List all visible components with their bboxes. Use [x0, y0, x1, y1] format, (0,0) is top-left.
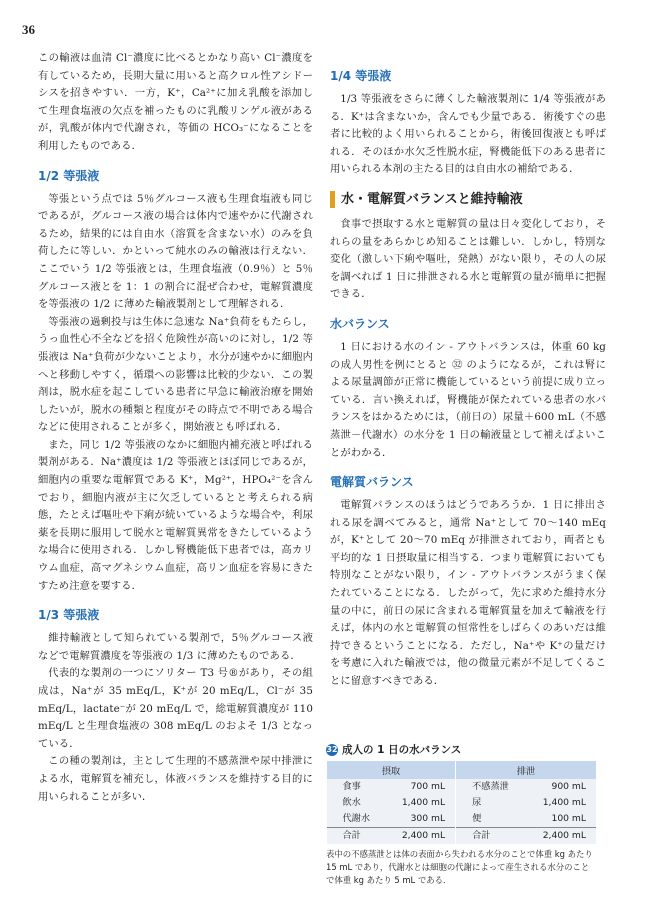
header-output: 排泄 [456, 761, 596, 779]
output-total-label: 合計 [456, 828, 526, 845]
intake-value: 300 mL [410, 813, 446, 824]
output-label: 不感蒸泄 [456, 779, 526, 795]
header-intake: 摂取 [327, 761, 456, 779]
table-title-text: 成人の 1 日の水バランス [342, 744, 462, 756]
paragraph-half-3: また，同じ 1/2 等張液のなかに細胞内補充液と呼ばれる製剤がある．Na⁺濃度は 1/2 等張液とほぼ同じであるが，細胞内の重要な電解質である K⁺，Mg²⁺，HPO₄²⁻を含んでおり，細胞内液が主に欠乏しているとと考えられる病態，たとえば嘔吐や下痢が続いているような場合や，利尿薬を長期に服用して脱水と電解質異常をきたしているような場合に使用される．しかし腎機能低下患者では，高カリウム血症，高マグネシウム血症，高リン血症を容易にきたすため注意を要する． [38, 438, 313, 592]
table-row [327, 811, 597, 828]
intake-label: 代謝水 [342, 813, 371, 824]
output-value: 900 mL [551, 781, 586, 792]
heading-water-balance: 水バランス [330, 316, 390, 331]
intake-value: 700 mL [410, 781, 446, 792]
paragraph-section: 食事で摂取する水と電解質の量は日々変化しており，それらの量をあらかじめ知ることは難しい．しかし，特別な変化（激しい下痢や嘔吐，発熱）がない限り，その人の尿を調べれば 1 日に排泄される水と電解質の量が簡単に把握できる． [330, 217, 606, 301]
output-value: 100 mL [551, 813, 586, 824]
paragraph-third-3: この種の製剤は，主として生理的不感蒸泄や尿中排泄による水，電解質を補充し，体液バランスを維持する目的に用いられることが多い． [38, 755, 313, 803]
table-title [326, 742, 596, 757]
output-label: 便 [456, 811, 526, 828]
paragraph-water: 1 日における水のイン - アウトバランスは，体重 60 kg の成人男性を例にとると ㉜ のようになるが，これは腎による尿量調節が正常に機能しているという前提に成り立っている．言い換えれば，腎機能が保たれている患者の水バランスをはかるためには，（前日の）尿量＋600 mL（不感蒸泄－代謝水）の水分を 1 日の輸液量として補えばよいことがわかる． [330, 340, 606, 459]
table-total-row [327, 828, 597, 845]
output-value: 1,400 mL [542, 797, 586, 808]
water-balance-table-block [326, 742, 596, 887]
output-label: 尿 [456, 795, 526, 811]
page-number: 36 [22, 22, 35, 37]
heading-third-isotonic: 1/3 等張液 [38, 608, 100, 623]
table-note: 表中の不感蒸泄とは体の表面から失われる水分のことで体重 kg あたり 15 mL であり，代謝水とは細胞の代謝によって産生される水分のことで体重 kg あたり 5 mL である． [326, 849, 593, 885]
intake-total-label: 合計 [327, 828, 385, 845]
output-total-value: 2,400 mL [526, 828, 596, 845]
heading-electrolyte-balance: 電解質バランス [330, 475, 414, 490]
water-balance-table [326, 761, 596, 844]
figure-number-badge: 32 [326, 745, 338, 754]
right-column [330, 50, 606, 691]
section-heading-balance: 水・電解質バランスと維持輸液 [330, 191, 606, 208]
paragraph-electrolyte: 電解質バランスのほうはどうであろうか．1 日に排出される尿を調べてみると，通常 Na⁺として 70～140 mEq が，K⁺として 20～70 mEq が排泄されており，両者とも平均的な 1 日摂取量に相当する．つまり電解質においても特別なことがない限り，イン - アウトバランスがうまく保たれていることになる．したがって，先に求めた維持水分量の中に，前日の尿に含まれる電解質量を加えて輸液を行えば，体内の水と電解質の恒常性をしばらくのあいだは維持できるということになる．ただし，Na⁺や K⁺の量だけを考慮に入れた輸液では，他の微量元素が不足してくることに留意すべきである． [330, 499, 606, 688]
table-row [327, 795, 597, 811]
paragraph-half-1: 等張という点では 5％グルコース液も生理食塩液も同じであるが，グルコース液の場合は体内で速やかに代謝されるため，結果的には自由水（溶質を含まない水）のみを負荷したに等しい．かといって純水のみの輸液は行えない．ここでいう 1/2 等張液とは，生理食塩液（0.9％）と 5％グルコース液とを 1：1 の割合に混ぜ合わせ，電解質濃度を等張液の 1/2 に薄めた輸液製剤として理解される． [38, 192, 313, 311]
paragraph-quarter: 1/3 等張液をさらに薄くした輸液製剤に 1/4 等張液がある．K⁺は含まないか，含んでも少量である．術後すぐの患者に比較的よく用いられることから，術後回復液とも呼ばれる．そのほか水欠乏性脱水症，腎機能低下のある患者に用いられる本剤の主たる目的は自由水の補給である． [330, 93, 606, 176]
heading-quarter-isotonic: 1/4 等張液 [330, 69, 392, 83]
intake-label: 食事 [342, 781, 361, 792]
paragraph-third-2: 代表的な製剤の一つにソリター T3 号®があり，その組成は，Na⁺が 35 mEq/L，K⁺が 20 mEq/L，Cl⁻が 35 mEq/L，lactate⁻が 20 mEq/L で，総電解質濃度が 110 mEq/L と生理食塩液の 308 mEq/L のおよそ 1/3 となっている． [38, 667, 313, 750]
intake-label: 飲水 [342, 797, 361, 808]
left-column [38, 50, 313, 806]
paragraph-half-2: 等張液の過剰投与は生体に急速な Na⁺負荷をもたらし，うっ血性心不全などを招く危険性が高いのに対し，1/2 等張液は Na⁺負荷が少ないことより，水分が速やかに細胞内へと移動しやすく，循環への影響は比較的少ない．この製剤は，脱水症を起こしている患者に早急に輸液治療を開始したいが，脱水の種類と程度がその時点で不明である場合などに使用されることが多く，開始液とも呼ばれる． [38, 315, 313, 434]
paragraph-third-1: 維持輸液として知られている製剤で，5％グルコース液などで電解質濃度を等張液の 1/3 に薄めたものである． [38, 632, 313, 662]
heading-half-isotonic: 1/2 等張液 [38, 168, 100, 183]
intake-total-value: 2,400 mL [385, 828, 456, 845]
table-row [327, 779, 597, 795]
intake-value: 1,400 mL [401, 797, 446, 808]
paragraph-intro: この輸液は血清 Cl⁻濃度に比べるとかなり高い Cl⁻濃度を有しているため，長期大量に用いると高クロル性アシドーシスを招きやすい．一方，K⁺，Ca²⁺に加え乳酸を添加して生理食塩液の欠点を補ったものに乳酸リンゲル液があるが，乳酸が体内で代謝され，等価の HCO₃⁻になることを利用したものである． [38, 52, 313, 152]
